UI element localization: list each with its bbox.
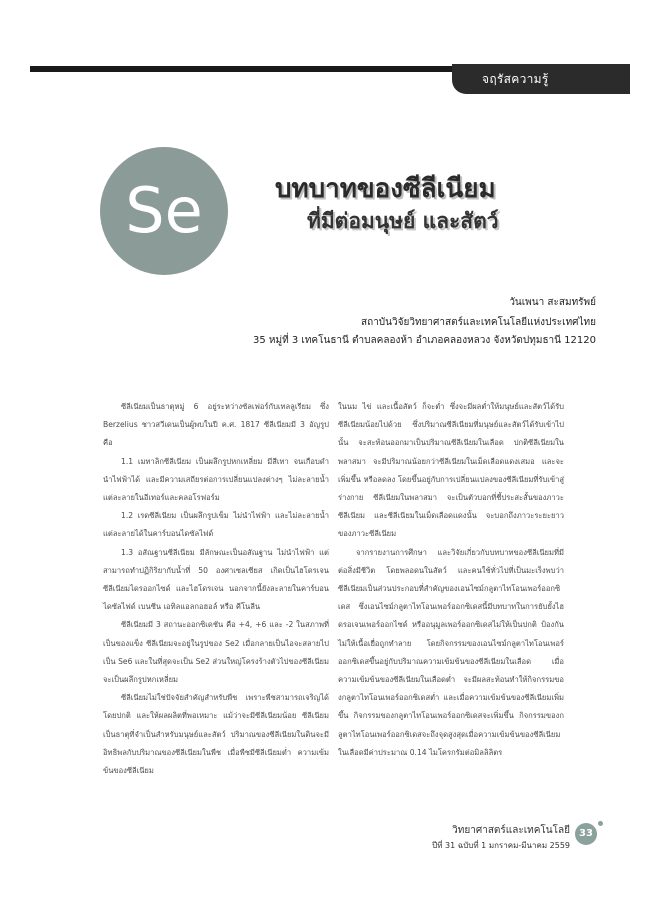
paragraph: 1.3 อสัณฐานซีลีเนียม มีลักษณะเป็นอสัณฐาน ไม่นำไฟฟ้า แต่สามารถทำปฏิกิริยากับน้ำที่ 50 องศาเซลเซียส เกิดเป็นไฮโดรเจนซีลีเนียมไดรออกไซด์ และไฮโดรเจน นอกจากนี้ยังละลายในคาร์บอนไดซัลไฟด์ เบนซีน เอทิลแอลกอฮอล์ หรือ คีโนลีน [103,547,329,612]
body-column-right [338,398,564,762]
paragraph: ซีลีเนียมเป็นธาตุหมู่ 6 อยู่ระหว่างซัลเฟอร์กับเทลลูเรียม ซึ่ง Berzelius ชาวสวีเดนเป็นผู้พบในปี ค.ศ. 1817 ซีลีเนียมมี 3 อัญรูป คือ [103,402,329,448]
body-column-left [103,398,329,780]
paragraph: 1.1 เมทาลิกซีลีเนียม เป็นผลึกรูปหกเหลี่ยม มีสีเทา จนเกือบดำ นำไฟฟ้าได้ และมีความเสถียรต่อการเปลี่ยนแปลงต่างๆ ไม่ละลายน้ำ แต่ละลายในอีเทอร์และคลอโรฟอร์ม [103,456,329,503]
paragraph: ซีลีเนียมไม่ใช่ปัจจัยสำคัญสำหรับพืช เพราะพืชสามารถเจริญได้โดยปกติ และให้ผลผลิตที่พอเหมาะ แม้ว่าจะมีซีลีเนียมน้อย ซีลีเนียมเป็นธาตุที่จำเป็นสำหรับมนุษย์และสัตว์ ปริมาณของซีลีเนียมในดินจะมีอิทธิพลกับปริมาณของซีลีเนียมในพืช เมื่อพืชมีซีลีเนียมต่ำ ความเข้มข้นของซีลีเนียม [103,693,329,776]
author-affiliation: สถาบันวิจัยวิทยาศาสตร์และเทคโนโลยีแห่งประเทศไทย [361,317,596,328]
article-subtitle: ที่มีต่อมนุษย์ และสัตว์ [307,209,499,233]
page-badge-dot [598,821,603,826]
journal-issue: ปีที่ 31 ฉบับที่ 1 มกราคม-มีนาคม 2559 [432,841,570,850]
element-symbol: Se [125,174,203,247]
author-address: 35 หมู่ที่ 3 เทคโนธานี ตำบลคลองห้า อำเภอคลองหลวง จังหวัดปทุมธานี 12120 [253,335,596,346]
journal-name: วิทยาศาสตร์และเทคโนโลยี [452,825,570,836]
author-name: วันเพนา สะสมทรัพย์ [509,297,596,308]
paragraph: ในนม ไข่ และเนื้อสัตว์ ก็จะต่ำ ซึ่งจะมีผลต่ำให้มนุษย์และสัตว์ได้รับซีลีเนียมน้อยไปด้วย ซึ่งปริมาณซีลีเนียมที่มนุษย์และสัตว์ได้รับเข้าไปนั้น จะสะท้อนออกมาเป็นปริมาณซีลีเนียมในเลือด ปกติซีลีเนียมในพลาสมา จะมีปริมาณน้อยกว่าซีลีเนียมในเม็ดเลือดแดงเสมอ และจะเพิ่มขึ้น หรือลดลง โดยขึ้นอยู่กับการเปลี่ยนแปลงของซีลีเนียมที่รับเข้าสู่ร่างกาย ซีลีเนียมในพลาสมา จะเป็นตัวบอกที่ชี้ประสะสั้นของภาวะซีลีเนียม และซีลีเนียมในเม็ดเลือดแดงนั้น จะบอกถึงภาวะระยะยาวของภาวะซีลีเนียม [338,402,564,539]
paragraph: 1.2 เรดซีลีเนียม เป็นผลึกรูปเข็ม ไม่นำไฟฟ้า และไม่ละลายน้ำ แต่ละลายได้ในคาร์บอนไดซัลไฟด์ [103,511,329,539]
paragraph: ซีลีเนียมมี 3 สถานะออกซิเดชัน คือ +4, +6 และ -2 ในสภาพที่เป็นของแข็ง ซีลีเนียมจะอยู่ในรูปของ Se2 เมื่อกลายเป็นไอจะสลายไปเป็น Se6 และในที่สุดจะเป็น Se2 ส่วนใหญ่โครงร้างตัวไปของซีลีเนียมจะเป็นผลึกรูปหกเหลี่ยม [103,620,329,685]
paragraph: จากรายงานการศึกษา และวิจัยเกี่ยวกับบทบาทของซีลีเนียมที่มีต่อสิ่งมีชีวิต โดยพลอดนในสัตว์ และคนใช้ทั่วไปที่เป็นมะเร็งพบว่า ซีลีเนียมเป็นส่วนประกอบที่สำคัญของเอนไซม์กลูตาไทโอนเพอร์ออกซิเดส ซึ่งเอนไซม์กลูตาไทโอนเพอร์ออกซิเดสนี้มีบทบาทในการยับยั้งไฮดรอเจนเพอร์ออกไซด์ หรืออนุมูลเพอร์ออกซิเดสไม่ให้เป็นปกติ ป้องกันไม่ให้เนื้อเยื่อถูกทำลาย โดยกิจกรรมของเอนไซม์กลูตาไทโอนเพอร์ออกซิเดสขึ้นอยู่กับปริมาณความเข้มข้นของซีลีเนียมในเลือด เมื่อความเข้มข้นของซีลีเนียมในเลือดต่ำ จะมีผลสะท้อนทำให้กิจกรรมของกลูตาไทโอนเพอร์ออกซิเดสต่ำ และเมื่อความเข้มข้นของซีลีเนียมเพิ่มขึ้น กิจกรรมของกลูตาไทโอนเพอร์ออกซิเดสจะเพิ่มขึ้น กิจกรรมของกลูตาไทโอนเพอร์ออกซิเดสจะถึงจุดสูงสุดเมื่อความเข้มข้นของซีลีเนียมในเลือดมีค่าประมาณ 0.14 ไมโครกรัมต่อมิลลิลิตร [338,547,564,757]
page-number: 33 [579,828,593,839]
section-label: จฤรัสความรู้ [482,72,549,86]
article-title: บทบาทของซีลีเนียม [275,174,496,204]
